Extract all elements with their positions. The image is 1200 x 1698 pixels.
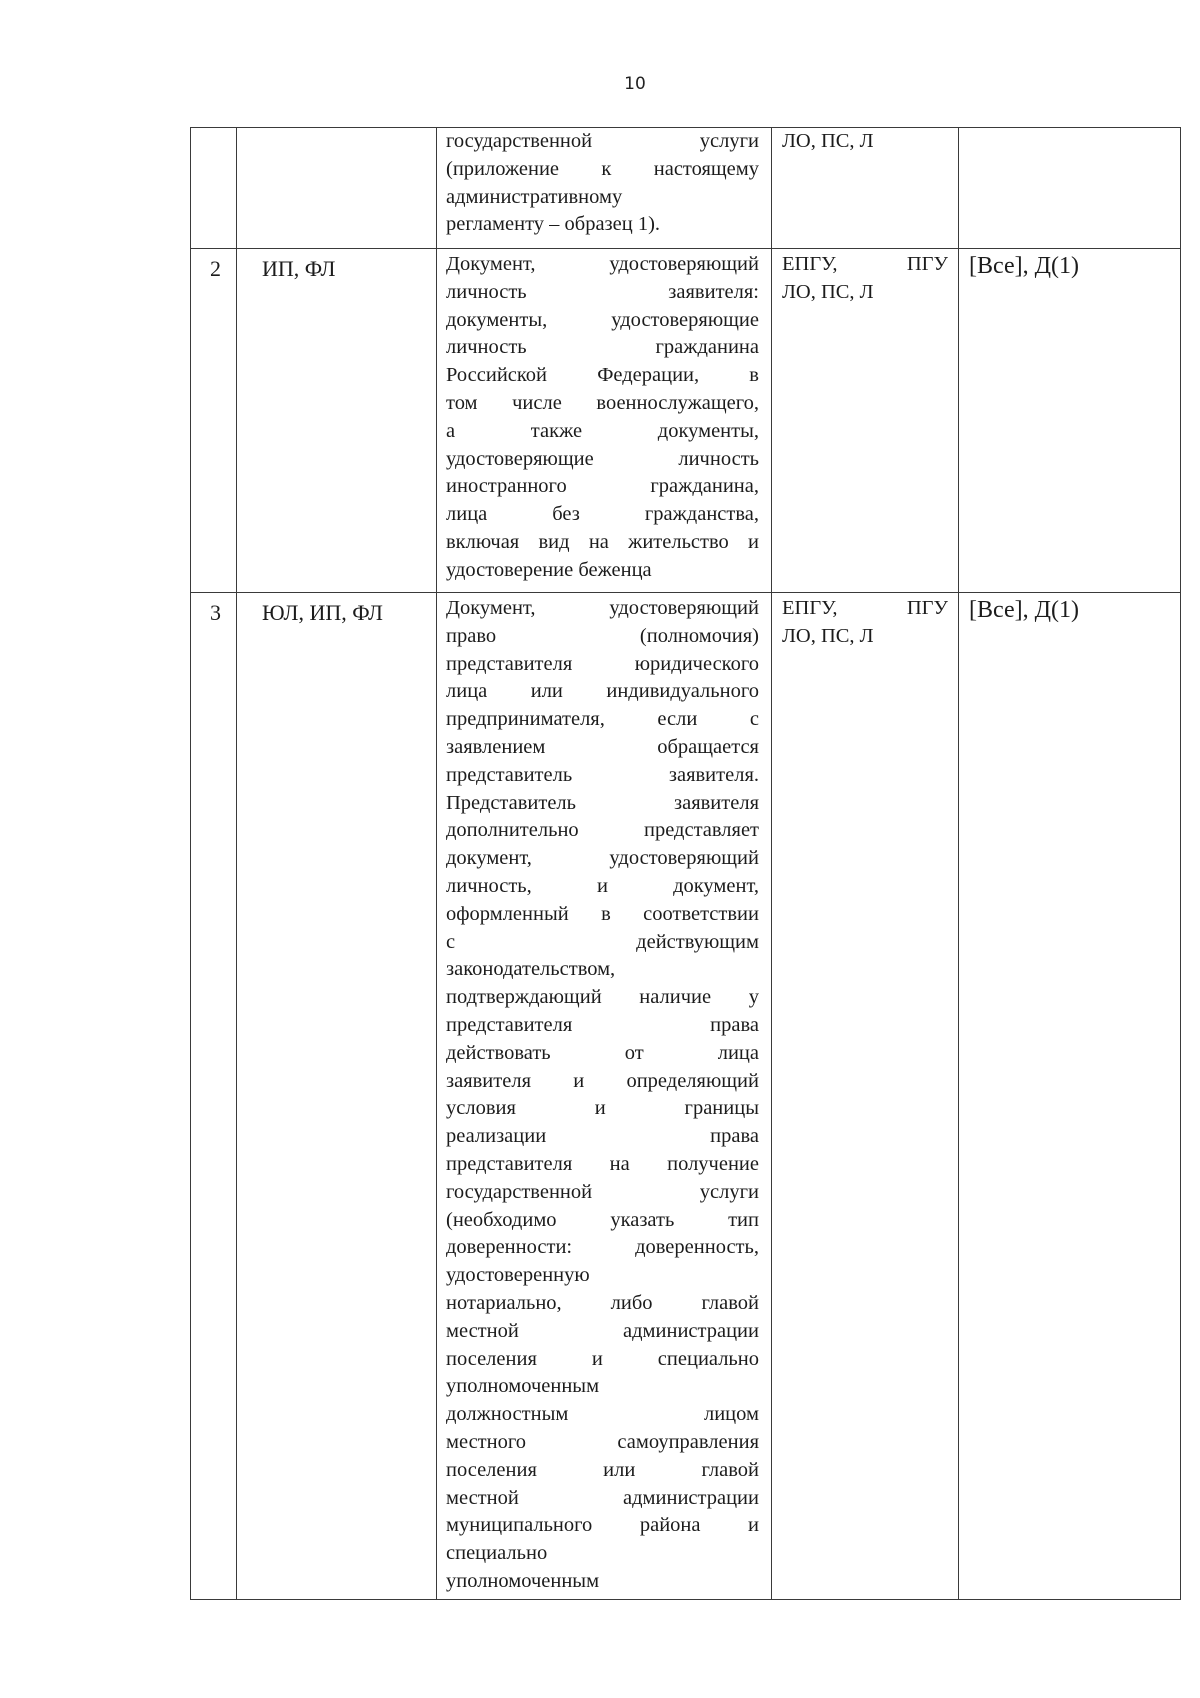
document-description-line: местной администрации (446, 1319, 759, 1342)
document-description-line: должностным лицом (446, 1403, 759, 1426)
page-number: 10 (624, 74, 646, 94)
row-number-cell (191, 128, 237, 249)
document-description-cell (437, 249, 772, 593)
document-description-line: реализации права (446, 1125, 759, 1148)
applicant-type-cell: ИП, ФЛ (237, 249, 437, 593)
document-description-line: представитель заявителя. (446, 763, 759, 786)
table-row (191, 128, 1181, 249)
submission-channel-line: ЕПГУ, ПГУ (782, 253, 948, 275)
document-description-cell (437, 128, 772, 249)
document-description-line: иностранного гражданина, (446, 475, 759, 498)
document-description-line: Российской Федерации, в (446, 364, 759, 387)
document-description-line: нотариально, либо главой (446, 1291, 759, 1314)
row-number-cell: 2 (191, 249, 237, 593)
document-description-line: представителя на получение (446, 1152, 759, 1175)
document-description-cell (437, 593, 772, 1600)
submission-channel-line: ЛО, ПС, Л (782, 624, 874, 647)
table-row (191, 249, 1181, 593)
document-description-line: административному (446, 185, 623, 208)
document-description-line: заявлением обращается (446, 735, 759, 758)
document-description-line: оформленный в соответствии (446, 902, 759, 925)
document-description-line: Документ, удостоверяющий (446, 597, 759, 619)
document-description-line: с действующим (446, 930, 759, 953)
submission-channels-cell (772, 593, 959, 1600)
submission-channel-line: ЛО, ПС, Л (782, 280, 874, 303)
document-description-line: том числе военнослужащего, (446, 391, 759, 414)
document-description-line: законодательством, (446, 958, 616, 981)
document-description-line: государственной услуги (446, 130, 759, 152)
document-description-line: уполномоченным (446, 1569, 600, 1592)
document-description-line: лица или индивидуального (446, 680, 759, 703)
document-description-line: государственной услуги (446, 1180, 759, 1203)
submission-channel-line: ЛО, ПС, Л (782, 130, 874, 152)
document-description-line: регламенту – образец 1). (446, 213, 661, 236)
document-description-line: подтверждающий наличие у (446, 986, 759, 1009)
document-description-line: действовать от лица (446, 1041, 759, 1064)
document-description-line: (необходимо указать тип (446, 1208, 759, 1231)
document-description-line: представителя права (446, 1013, 759, 1036)
document-description-line: специально (446, 1542, 548, 1565)
submission-channels-cell (772, 128, 959, 249)
requirement-tag-cell: [Все], Д(1) (959, 249, 1181, 593)
document-description-line: а также документы, (446, 419, 759, 442)
row-number-cell: 3 (191, 593, 237, 1600)
document-description-line: включая вид на жительство и (446, 530, 759, 553)
document-description-line: поселения и специально (446, 1347, 759, 1370)
document-description-line: удостоверение беженца (446, 558, 652, 581)
document-description-line: дополнительно представляет (446, 819, 759, 842)
document-description-line: муниципального района и (446, 1514, 759, 1537)
document-description-line: местного самоуправления (446, 1430, 759, 1453)
document-description-line: доверенности: доверенность, (446, 1236, 759, 1259)
submission-channels-cell (772, 249, 959, 593)
submission-channel-line: ЕПГУ, ПГУ (782, 597, 948, 619)
document-description-line: уполномоченным (446, 1375, 600, 1398)
document-description-line: представителя юридического (446, 652, 759, 675)
document-description-line: удостоверяющие личность (446, 447, 759, 470)
document-description-line: Представитель заявителя (446, 791, 759, 814)
document-description-line: право (полномочия) (446, 624, 759, 647)
document-description-line: личность гражданина (446, 336, 759, 359)
document-description-line: местной администрации (446, 1486, 759, 1509)
document-description-line: условия и границы (446, 1097, 759, 1120)
document-description-line: документы, удостоверяющие (446, 308, 759, 331)
document-description-line: удостоверенную (446, 1264, 590, 1287)
document-description-line: лица без гражданства, (446, 503, 759, 526)
document-description-line: документ, удостоверяющий (446, 847, 759, 870)
document-description-line: поселения или главой (446, 1458, 759, 1481)
document-description-line: заявителя и определяющий (446, 1069, 759, 1092)
document-description-line: предпринимателя, если с (446, 708, 759, 731)
document-description-line: личность заявителя: (446, 280, 759, 303)
document-description-line: Документ, удостоверяющий (446, 253, 759, 275)
applicant-type-cell (237, 128, 437, 249)
requirement-tag-cell (959, 128, 1181, 249)
table-row (191, 593, 1181, 1600)
document-description-line: (приложение к настоящему (446, 157, 759, 180)
applicant-type-cell: ЮЛ, ИП, ФЛ (237, 593, 437, 1600)
requirement-tag-cell: [Все], Д(1) (959, 593, 1181, 1600)
document-description-line: личность, и документ, (446, 874, 759, 897)
documents-table (190, 127, 1181, 1600)
